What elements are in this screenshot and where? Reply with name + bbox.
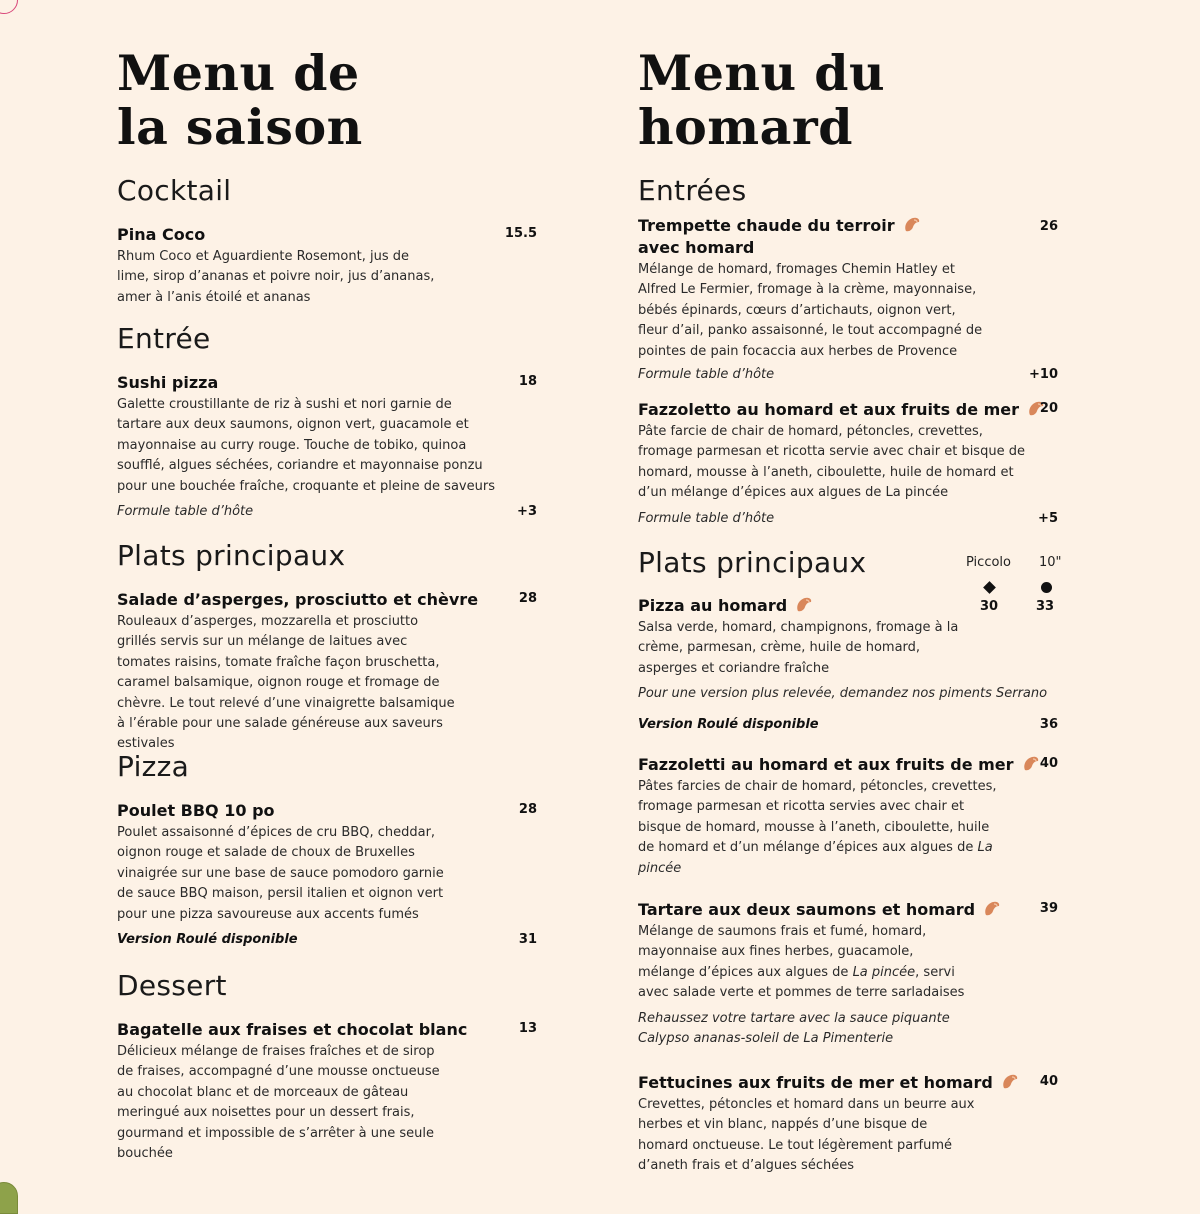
menu-item xyxy=(638,899,1058,1049)
lobster-claw-icon xyxy=(1001,1074,1019,1090)
menu-item xyxy=(117,372,537,522)
item-note-row xyxy=(638,684,1058,704)
item-price: 20 xyxy=(1039,401,1058,416)
item-price: 28 xyxy=(518,591,537,606)
item-name: Bagatelle aux fraises et chocolat blanc xyxy=(117,1020,468,1039)
circle-icon xyxy=(1041,582,1052,593)
item-note-row xyxy=(638,715,1058,735)
menu-item xyxy=(638,595,1058,735)
item-note: Version Roulé disponible xyxy=(117,932,298,948)
item-description: Rhum Coco et Aguardiente Rosemont, jus de lime, sirop d’ananas et poivre noir, jus d’ananas, amer à l’anis étoilé et ananas xyxy=(117,249,435,305)
item-price-piccolo: 30 xyxy=(980,599,999,614)
menu-item xyxy=(638,754,1058,879)
item-price: 28 xyxy=(518,802,537,817)
section-title-entree: Entrée xyxy=(117,322,211,355)
item-name: Sushi pizza xyxy=(117,373,219,392)
diamond-icon xyxy=(983,581,996,594)
item-name: Fazzoletti au homard et aux fruits de mer xyxy=(638,754,1058,776)
item-note-row xyxy=(117,502,537,522)
lobster-claw-icon xyxy=(903,217,921,233)
item-note-price: +5 xyxy=(1038,510,1058,526)
item-note-price: 31 xyxy=(518,932,537,948)
item-name: avec homard xyxy=(638,238,755,257)
menu-item xyxy=(117,1019,537,1164)
item-note-price: +3 xyxy=(517,504,537,520)
item-description: Mélange de homard, fromages Chemin Hatley et Alfred Le Fermier, fromage à la crème, mayonnaise, bébés épinards, cœurs d’artichauts, oignon vert, fleur d’ail, panko assaisonné, le tout accompagné de pointes de pain focaccia aux herbes de Provence xyxy=(638,262,983,359)
item-description: Salsa verde, homard, champignons, fromage à la crème, parmesan, crème, huile de homard, asperges et coriandre fraîche xyxy=(638,620,959,676)
item-name: Pina Coco xyxy=(117,225,206,244)
item-note-row xyxy=(638,365,1058,385)
item-description: Rouleaux d’asperges, mozzarella et prosciutto grillés servis sur un mélange de laitues avec tomates raisins, tomate fraîche façon bruschetta, caramel balsamique, oignon rouge et fromage de chèvre. Le tout relevé d’une vinaigrette balsamique à l’érable pour une salade généreuse aux saveurs estivales xyxy=(117,614,455,752)
item-description: Délicieux mélange de fraises fraîches et de sirop de fraises, accompagné d’une mousse onctueuse au chocolat blanc et de morceaux de gâteau meringué aux noisettes pour un dessert frais, gourmand et impossible de s’arrêter à une seule bouchée xyxy=(117,1044,440,1162)
item-price: 26 xyxy=(1039,219,1058,234)
item-note-price: +10 xyxy=(1029,367,1058,383)
lobster-claw-icon xyxy=(1022,756,1040,772)
item-note: Formule table d’hôte xyxy=(638,510,775,526)
lobster-claw-icon xyxy=(795,597,813,613)
item-name: Poulet BBQ 10 po xyxy=(117,801,275,820)
item-name: Trempette chaude du terroir xyxy=(638,215,1058,237)
item-note: Version Roulé disponible xyxy=(638,717,819,733)
item-note-row xyxy=(638,1029,1058,1049)
menu-item xyxy=(117,224,537,308)
item-price: 39 xyxy=(1039,901,1058,916)
item-description: Pâte farcie de chair de homard, pétoncles, crevettes, fromage parmesan et ricotta servie avec chair et bisque de homard, mousse à l’aneth, ciboulette, huile de homard et d’un mélange d’épices aux algues de La pincée xyxy=(638,424,1025,501)
item-description: Crevettes, pétoncles et homard dans un beurre aux herbes et vin blanc, nappés d’une bisque de homard onctueuse. Le tout légèrement parfumé d’aneth frais et d’algues séchées xyxy=(638,1097,975,1174)
page-edge-mark xyxy=(0,0,18,14)
menu-item xyxy=(638,1072,1058,1177)
section-title-dessert: Dessert xyxy=(117,969,227,1002)
menu-item xyxy=(638,399,1058,529)
section-title-plats: Plats principaux xyxy=(117,539,346,572)
menu-title: Menu du homard xyxy=(638,44,886,156)
size-label-piccolo: Piccolo xyxy=(966,555,1011,570)
lobster-claw-icon xyxy=(983,901,1001,917)
item-note: Calypso ananas-soleil de La Pimenterie xyxy=(638,1030,894,1046)
menu-item xyxy=(117,589,537,755)
item-price: 15.5 xyxy=(504,226,537,241)
section-title-plats: Plats principaux xyxy=(638,546,867,579)
item-note: Formule table d’hôte xyxy=(117,504,254,520)
section-title-cocktail: Cocktail xyxy=(117,174,232,207)
item-price: 40 xyxy=(1039,1074,1058,1089)
item-description: Galette croustillante de riz à sushi et nori garnie de tartare aux deux saumons, oignon vert, guacamole et mayonnaise au curry rouge. Touche de tobiko, quinoa soufflé, algues séchées, coriandre et mayonnaise ponzu pour une bouchée fraîche, croquante et pleine de saveurs xyxy=(117,397,495,494)
page-edge-mark xyxy=(0,1182,18,1214)
item-note-row xyxy=(638,509,1058,529)
size-label-10in: 10" xyxy=(1039,555,1062,570)
item-description: Poulet assaisonné d’épices de cru BBQ, cheddar, oignon rouge et salade de choux de Bruxelles vinaigrée sur une base de sauce pomodoro garnie de sauce BBQ maison, persil italien et oignon vert pour une pizza savoureuse aux accents fumés xyxy=(117,825,444,922)
item-note-row xyxy=(638,1009,1058,1029)
item-note: Formule table d’hôte xyxy=(638,367,775,383)
item-note: Rehaussez votre tartare avec la sauce piquante xyxy=(638,1010,950,1026)
item-name: Fettucines aux fruits de mer et homard xyxy=(638,1072,1058,1094)
item-name: Tartare aux deux saumons et homard xyxy=(638,899,1058,921)
item-note-price: 36 xyxy=(1039,717,1058,733)
item-price: 40 xyxy=(1039,756,1058,771)
item-description: Mélange de saumons frais et fumé, homard, mayonnaise aux fines herbes, guacamole, mélange d’épices aux algues de La pincée, servi avec salade verte et pommes de terre sarladaises xyxy=(638,924,965,1001)
item-name: Pizza au homard xyxy=(638,595,1058,617)
item-price-10in: 33 xyxy=(1036,599,1055,614)
item-name: Salade d’asperges, prosciutto et chèvre xyxy=(117,590,479,609)
item-price: 13 xyxy=(518,1021,537,1036)
section-title-pizza: Pizza xyxy=(117,750,190,783)
menu-title: Menu de la saison xyxy=(117,44,363,156)
item-note: Pour une version plus relevée, demandez nos piments Serrano xyxy=(638,686,1048,702)
item-note-row xyxy=(117,930,537,950)
section-title-entrees: Entrées xyxy=(638,174,747,207)
menu-item xyxy=(638,215,1058,385)
item-name: Fazzoletto au homard et aux fruits de mer xyxy=(638,399,1058,421)
item-description: Pâtes farcies de chair de homard, pétoncles, crevettes, fromage parmesan et ricotta servies avec chair et bisque de homard, mousse à l’aneth, ciboulette, huile de homard et d’un mélange d’épices aux algues de La pincée xyxy=(638,779,997,876)
item-price: 18 xyxy=(518,374,537,389)
menu-item xyxy=(117,800,537,950)
